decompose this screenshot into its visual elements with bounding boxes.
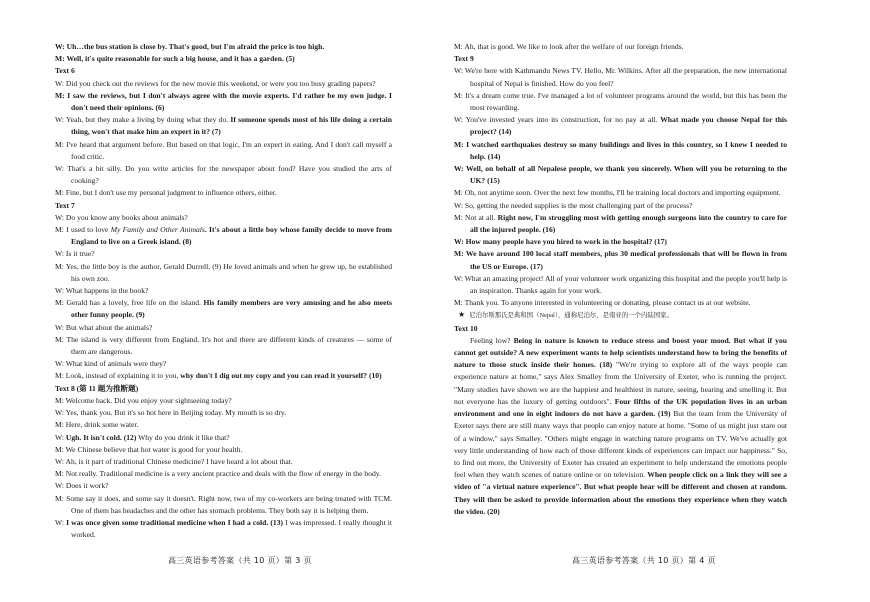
dialogue-line [55, 163, 392, 187]
dialogue-text: M: The island is very different from England. It's hot and there are different kinds of creatures — some of them are dangerous. [55, 334, 392, 357]
dialogue-text: W: Did you check out the reviews for the new movie this weekend, or were you too busy grading papers? [55, 78, 376, 88]
answer-highlight: His family members are very amusing and he also meets other funny people. (9) [71, 298, 392, 320]
passage-text: But the team from the University of Exeter says there are still many ways that people can enjoy nature at home. "Some of us might just stare out of a window," says Smalley. "Others might engage in watching nature programs on TV. We've actually got very little understanding of how each of those different kinds of experiences can impact our happiness." So, to find out more, the University of Exeter has created an experiment to help understand the emotions people feel when they watch scenes of nature online or on television. [454, 409, 787, 480]
star-icon: ★ [458, 310, 466, 320]
dialogue-text: W: Uh…the bus station is close by. That's good, but I'm afraid the price is too high. [55, 42, 325, 51]
dialogue-text: M: Thank you. To anyone interested in volunteering or donating, please contact us at our website. [454, 298, 751, 308]
dialogue-line [55, 90, 392, 114]
dialogue-text: W: What an amazing project! All of your volunteer work organizing this hospital and the people you'll help is an inspiration. Thanks again for your work. [454, 273, 787, 296]
dialogue-line [55, 444, 392, 456]
page-3-footer: 高三英语参考答案（共 10 页）第 3 页 [168, 556, 312, 565]
section-heading: Text 10 [454, 323, 478, 333]
dialogue-line [55, 285, 392, 297]
section-heading: Text 9 [454, 54, 474, 64]
answer-highlight: I was once given some traditional medicine when I had a cold. (13) [66, 517, 284, 527]
answer-highlight: If someone spends most of his life doing a certain thing, won't that make him an expert in it? (7) [71, 115, 393, 137]
passage-text: "We're trying to explore all of the ways people can experience nature at home," says Alex Smalley from the University of Exeter, who is running the project. "Many studies have shown we are the happiest and healthiest in nature, seeing, hearing and smelling it. But not everyone has the luxury of getting outdoors". [454, 360, 787, 406]
answer-highlight: why don't I dig out my copy and you can read it yourself? (10) [180, 371, 382, 381]
dialogue-line [55, 114, 392, 138]
answer-highlight: Being in nature is known to reduce stress and boost your mood. But what if you cannot get outside? A new experiment wants to help scientists understand how to bring the benefits of nature to those stuck inside their homes. (18) [454, 335, 787, 370]
dialogue-line [55, 187, 392, 199]
dialogue-line [55, 224, 392, 248]
dialogue-line [454, 114, 787, 138]
dialogue-text: M: Here, drink some water. [55, 420, 139, 430]
dialogue-text: W: Is it true? [55, 249, 95, 259]
dialogue-line [55, 419, 392, 431]
dialogue-text: M: I watched earthquakes destroy so many buildings and lives in this country, so I knew I needed to help. (14) [454, 139, 787, 161]
dialogue-line [454, 90, 787, 114]
dialogue-text: M: I saw the reviews, but I don't always agree with the movie experts. I'd rather be my own judge. I don't need their opinions. (6) [55, 90, 392, 113]
dialogue-text: M: Gerald has a lovely, free life on the island. [55, 298, 204, 308]
dialogue-text: W: Do you know any books about animals? [55, 212, 188, 222]
dialogue-text: Why do you drink it like that? [136, 432, 230, 442]
dialogue-text: M: I used to love [55, 225, 111, 235]
section-heading: Text 8 (第 11 题为推断题) [55, 383, 139, 393]
dialogue-text: M: Look, instead of explaining it to you, [55, 371, 181, 381]
dialogue-text: M: We Chinese believe that hot water is good for your health. [55, 444, 243, 454]
answer-highlight: Ugh. It isn't cold. (12) [65, 432, 137, 442]
book-title: My Family and Other Animals [110, 225, 205, 235]
dialogue-text: W: How many people have you hired to work in the hospital? (17) [454, 237, 667, 247]
dialogue-line [55, 297, 392, 321]
dialogue-text: W: That's a bit silly. Do you write articles for the newspaper about food? Have you studied the arts of cooking? [55, 164, 392, 186]
answer-highlight: Four fifths of the UK population lives in an urban environment and one in eight indoors do not have a garden. (19) [454, 396, 788, 419]
dialogue-line [55, 322, 392, 334]
dialogue-line [55, 139, 392, 163]
dialogue-text: M: Not at all. [454, 212, 498, 222]
dialogue-line [55, 395, 392, 407]
dialogue-text: M: Well, it's quite reasonable for such a big house, and it has a garden. (5) [55, 54, 295, 64]
section-heading: Text 7 [55, 200, 75, 210]
dialogue-text: M: Not really. Traditional medicine is a very ancient practice and deals with the flow of energy in the body. [55, 469, 381, 479]
dialogue-line [454, 236, 787, 248]
footnote [454, 309, 787, 322]
dialogue-text: M: We have around 100 local staff members, plus 30 medical professionals that will be flown in from the US or Europe. (17) [454, 249, 787, 271]
dialogue-line [454, 273, 787, 297]
page-4-column [454, 41, 787, 518]
dialogue-text: W: So, getting the needed supplies is the most challenging part of the process? [454, 200, 693, 210]
dialogue-text: W: Does it work? [55, 481, 109, 491]
dialogue-text: W: What kind of animals were they? [55, 359, 167, 369]
dialogue-line [55, 493, 392, 517]
dialogue-text: W: Ah, is it part of traditional Chinese medicine? I have heard a lot about that. [55, 456, 293, 466]
dialogue-text: He loved animals and when he grew up, he established his own zoo. [71, 261, 392, 283]
dialogue-line [55, 407, 392, 419]
dialogue-line [55, 480, 392, 492]
answer-highlight: . It's about a little boy whose family decide to move from England to live on a Greek island. (8) [71, 225, 392, 247]
dialogue-line [55, 517, 392, 541]
dialogue-text: W: What happens in the book? [55, 286, 149, 296]
dialogue-line [55, 432, 392, 444]
dialogue-line [55, 468, 392, 480]
section-heading: Text 6 [55, 66, 75, 76]
dialogue-text: W: Yes, thank you. But it's so hot here in Beijing today. My mouth is so dry. [55, 408, 287, 418]
dialogue-line [55, 248, 392, 260]
dialogue-line [454, 163, 787, 187]
dialogue-line [454, 139, 787, 163]
dialogue-text: M: Some say it does, and some say it doesn't. Right now, two of my co-workers are being treated with TCM. One of them has headaches and the other has stomach problems. They both say it is helping them. [55, 493, 392, 515]
dialogue-text: W: You've invested years into its construction, for no pay at all. [454, 115, 661, 125]
dialogue-line [454, 297, 787, 309]
dialogue-line [454, 41, 787, 53]
answer-highlight: When people click on a link they will see a video of "a virtual nature experience". But what people hear will be different and chosen at random. They will then be asked to provide information about the emotions they experience when they watch the video. (20) [454, 470, 788, 516]
dialogue-text: M: It's a dream come true. I've managed a lot of volunteer programs around the world, but this has been the most rewarding. [454, 90, 787, 113]
dialogue-line [55, 334, 392, 358]
dialogue-line [55, 41, 392, 53]
dialogue-line [55, 53, 392, 65]
dialogue-text: I was impressed. I really thought it worked. [71, 517, 392, 540]
dialogue-line [55, 370, 392, 382]
dialogue-line [55, 261, 392, 285]
page-4-footer: 高三英语参考答案（共 10 页）第 4 页 [572, 556, 716, 565]
passage-text: Feeling low? [470, 335, 514, 345]
dialogue-line [454, 200, 787, 212]
dialogue-line [55, 212, 392, 224]
dialogue-text: W: [55, 432, 66, 442]
dialogue-line [454, 65, 787, 89]
dialogue-line [55, 358, 392, 370]
dialogue-line [454, 187, 787, 199]
dialogue-line [454, 248, 787, 272]
footnote-text: 尼泊尔斯那氏是典和国（Nepal），通称尼泊尔，是南亚的一个内陆国家。 [469, 312, 673, 320]
dialogue-text: W: We're here with Kathmandu News TV. Hello, Mr. Wilkins. After all the preparation, the new international hospital of Nepal is finished. How do you feel? [454, 66, 787, 88]
dialogue-text: M: Ah, that is good. We like to look after the welfare of our foreign friends. [454, 42, 684, 51]
dialogue-text: M: Fine, but I don't use my personal judgment to influence others, either. [55, 188, 277, 198]
dialogue-line [55, 456, 392, 468]
answer-highlight: What made you choose Nepal for this project? (14) [470, 115, 787, 137]
dialogue-text: W: Yeah, but they make a living by doing what they do. [55, 115, 231, 125]
dialogue-line [454, 212, 787, 236]
dialogue-text: W: [55, 517, 67, 527]
dialogue-text: W: Well, on behalf of all Nepalese people, we thank you sincerely. When will you be returning to the UK? (15) [454, 164, 787, 186]
dialogue-text: M: Oh, not anytime soon. Over the next few months, I'll be training local doctors and importing equipment. [454, 188, 781, 198]
passage-paragraph [454, 335, 787, 518]
dialogue-text: M: Welcome back. Did you enjoy your sightseeing today? [55, 395, 232, 405]
dialogue-line [55, 78, 392, 90]
answer-highlight: Right now, I'm struggling most with getting enough surgeons into the country to care for all the injured people. (16) [470, 212, 787, 235]
dialogue-text: M: Yes, the little boy is the author, Gerald Durrell. (9) [55, 261, 224, 271]
dialogue-text: W: But what about the animals? [55, 322, 153, 332]
dialogue-text: M: I've heard that argument before. But based on that logic, I'm an expert in eating. And I don't call myself a food critic. [55, 139, 392, 161]
page-3-column [55, 41, 392, 541]
